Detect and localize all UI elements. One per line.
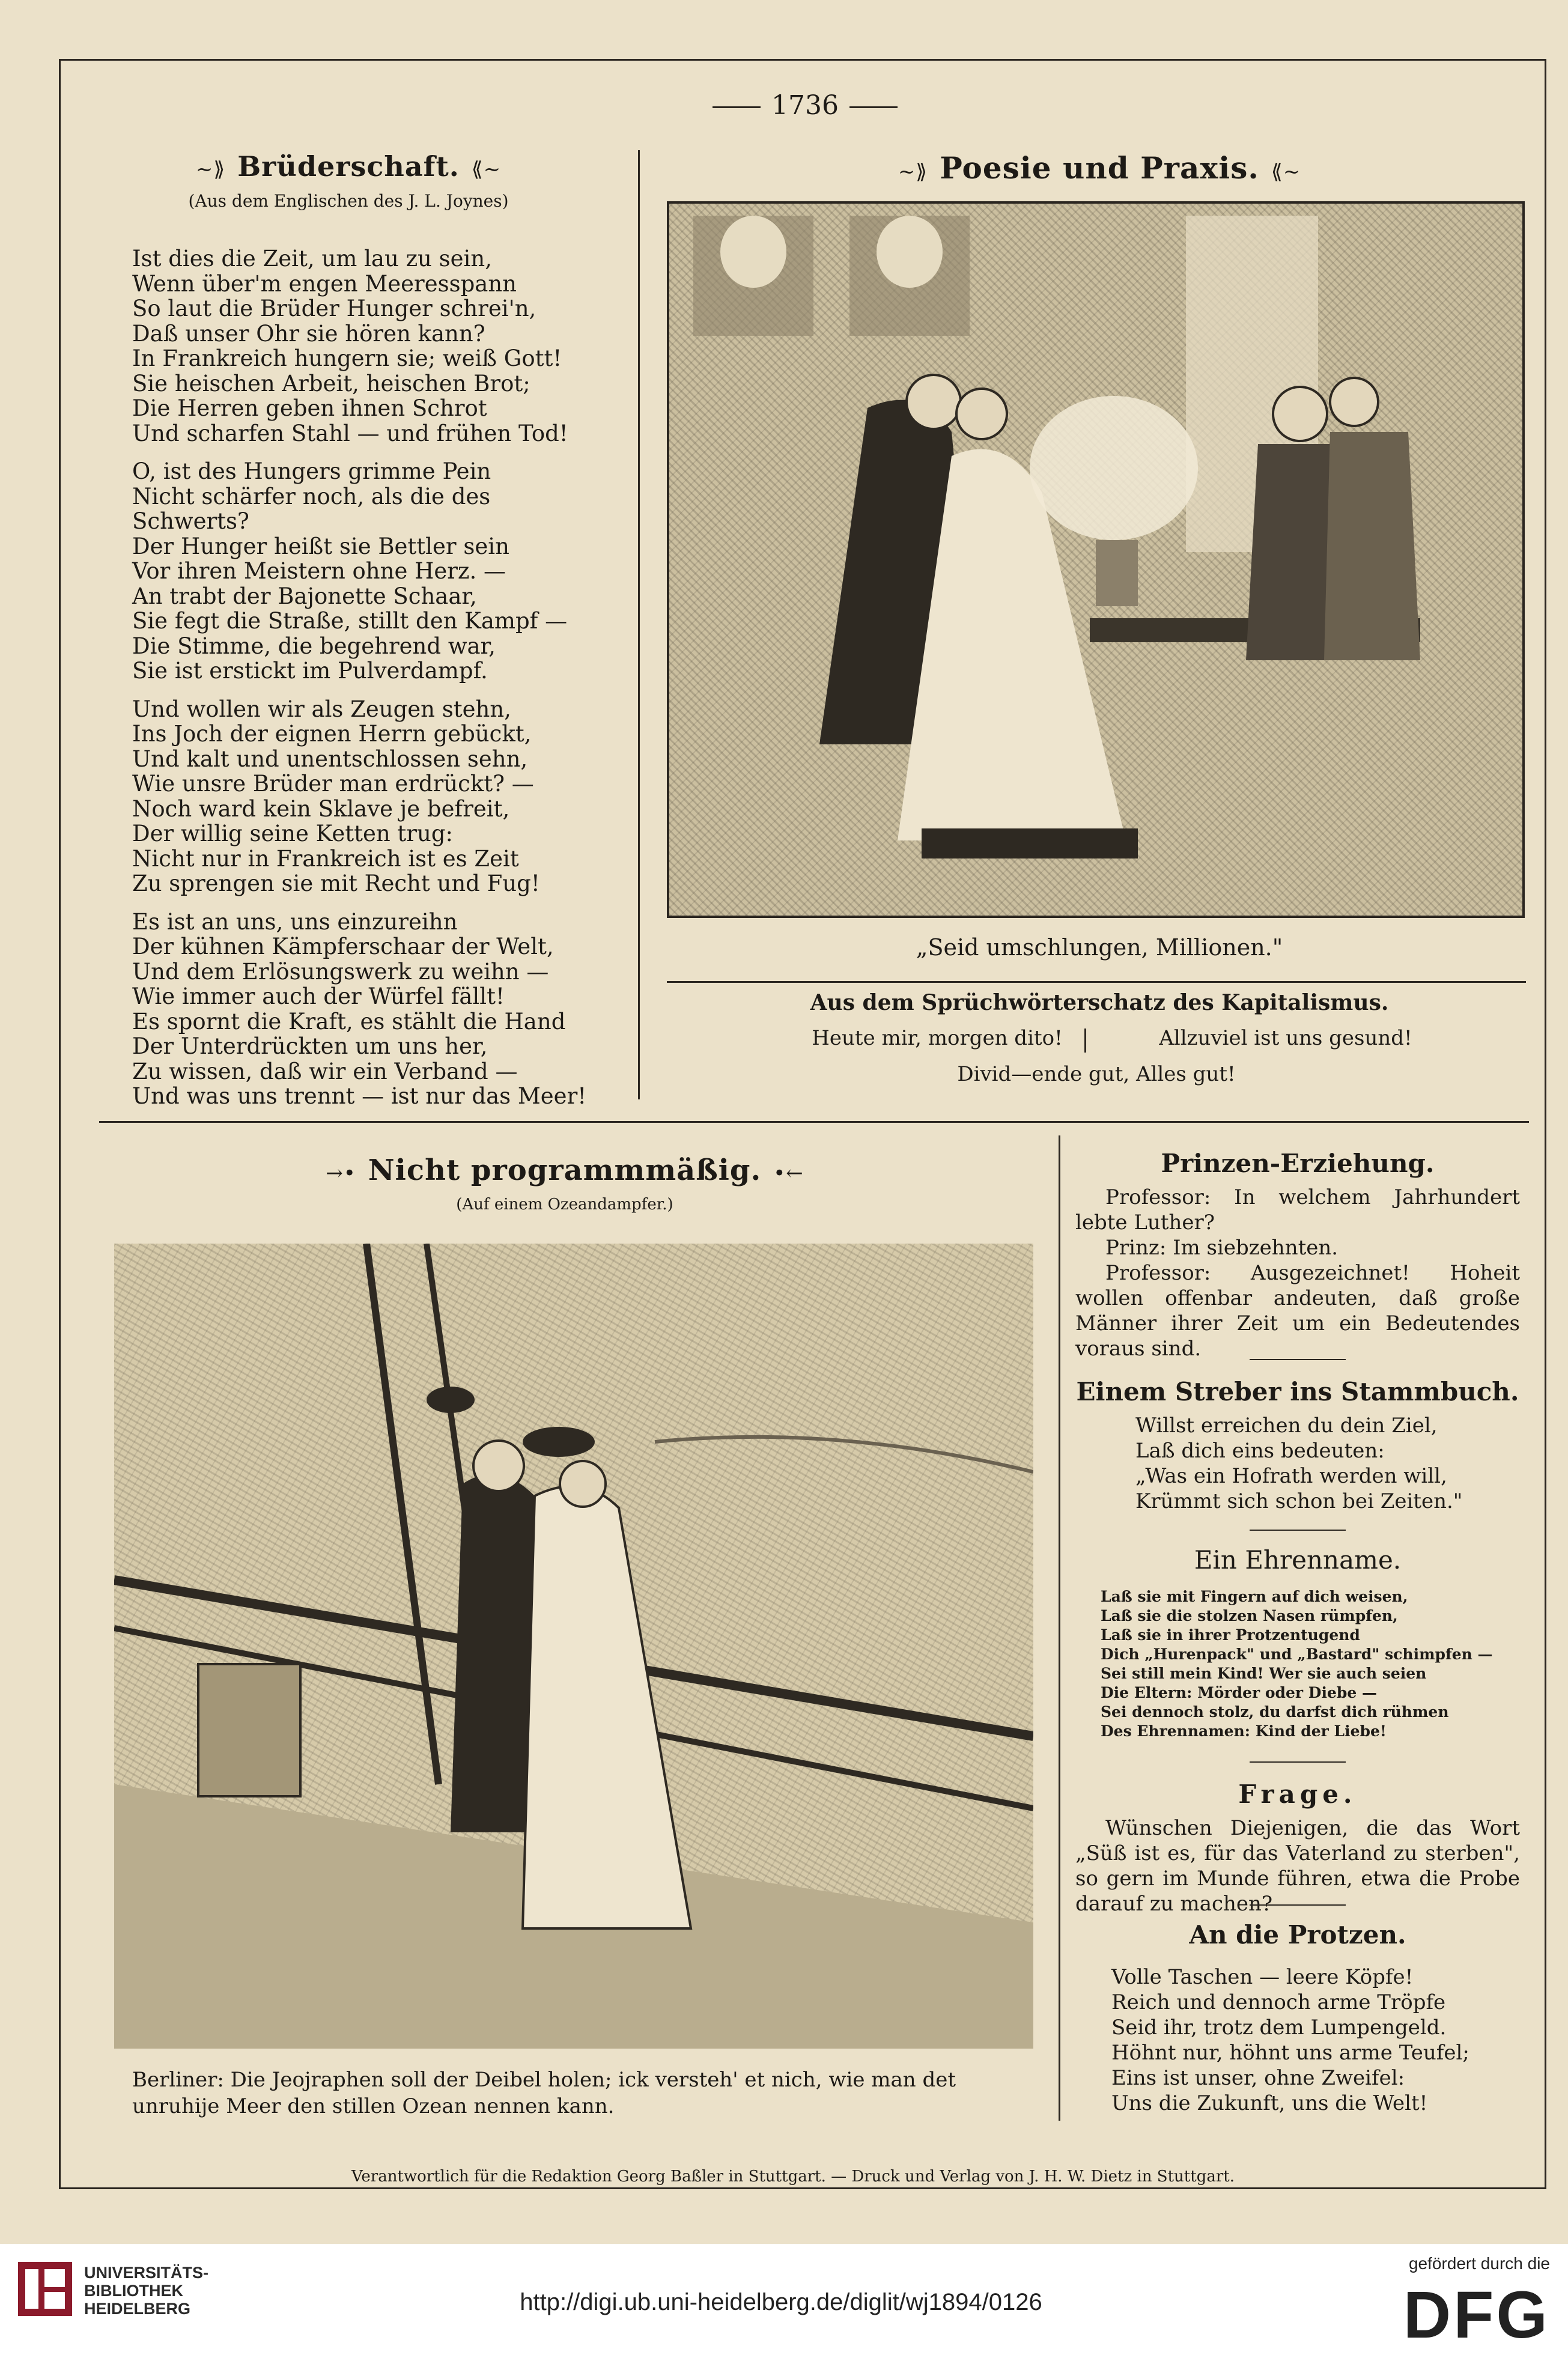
separator: [1250, 1904, 1346, 1906]
left-poem-subtitle: (Aus dem Englischen des J. L. Joynes): [188, 191, 509, 211]
column-divider: [638, 150, 640, 1099]
bottom-left-subtitle: (Auf einem Ozeandampfer.): [456, 1196, 673, 1214]
proverb-center: Divid—ende gut, Alles gut!: [957, 1062, 1236, 1086]
stanza: Ist dies die Zeit, um lau zu sein, Wenn über'm engen Meeresspann So laut die Brüder Hunger schrei'n, Daß unser Ohr sie hören kann? In Frankreich hungern sie; weiß Gott! Sie heischen Arbeit, heischen Brot; Die Herren geben ihnen Schrot Und scharfen Stahl — und frühen Tod!: [132, 246, 568, 446]
ehren-title: Ein Ehrenname.: [1194, 1545, 1402, 1575]
permalink-url[interactable]: http://digi.ub.uni-heidelberg.de/diglit/wj1894/0126: [520, 2289, 1042, 2315]
section-divider: [99, 1121, 1529, 1123]
prinzen-title: Prinzen-Erziehung.: [1161, 1149, 1435, 1178]
bottom-left-title: →• Nicht programmmäßig. •←: [326, 1153, 804, 1187]
university-library-logo-icon: [18, 2262, 72, 2316]
proverbs-title: Aus dem Sprüchwörterschatz des Kapitalismus.: [810, 990, 1389, 1015]
protzen-title: An die Protzen.: [1189, 1920, 1406, 1949]
illustration-ship-deck: [114, 1244, 1033, 2049]
frage-text: Wünschen Diejenigen, die das Wort „Süß ist es, für das Vaterland zu sterben", so gern im Munde führen, etwa die Probe darauf zu machen?: [1075, 1816, 1520, 1916]
library-name: UNIVERSITÄTS- BIBLIOTHEK HEIDELBERG: [84, 2264, 209, 2318]
proverb-divider: [1084, 1029, 1086, 1053]
frage-title: Frage.: [1238, 1779, 1357, 1809]
prinzen-text: Professor: In welchem Jahrhundert lebte Luther? Prinz: Im siebzehnten. Professor: Ausgezeichnet! Hoheit wollen offenbar andeuten, daß große Männer ihrer Zeit um ein Bedeutendes voraus sind.: [1075, 1185, 1520, 1361]
divider: [667, 981, 1526, 983]
ship-caption: Berliner: Die Jeojraphen soll der Deibel holen; ick versteh' et nich, wie man det unruhije Meer den stillen Ozean nennen kann.: [132, 2068, 956, 2118]
imprint-footer: Verantwortlich für die Redaktion Georg Baßler in Stuttgart. — Druck und Verlag von J. H. W. Dietz in Stuttgart.: [351, 2168, 1235, 2186]
left-poem-title: ~⟫ Brüderschaft. ⟪~: [195, 150, 502, 183]
stanza: Es ist an uns, uns einzureihn Der kühnen Kämpferschaar der Welt, Und dem Erlösungswerk zu weihn — Wie immer auch der Würfel fällt! Es spornt die Kraft, es stählt die Hand Der Unterdrückten um uns her, Zu wissen, daß wir ein Verband — Und was uns trennt — ist nur das Meer!: [132, 908, 587, 1109]
proverb-left: Heute mir, morgen dito!: [812, 1026, 1063, 1050]
separator: [1250, 1761, 1346, 1763]
top-right-title: ~⟫ Poesie und Praxis. ⟪~: [898, 150, 1301, 186]
funding-text: gefördert durch die: [1408, 2254, 1550, 2273]
proverb-right: Allzuviel ist uns gesund!: [1159, 1026, 1412, 1050]
left-poem-body: [132, 246, 589, 1122]
separator: [1250, 1359, 1346, 1360]
protzen-poem: Volle Taschen — leere Köpfe! Reich und dennoch arme Tröpfe Seid ihr, trotz dem Lumpengeld. Höhnt nur, höhnt uns arme Teufel; Eins ist unser, ohne Zweifel: Uns die Zukunft, uns die Welt!: [1111, 1965, 1469, 2115]
dfg-logo: DFG: [1403, 2278, 1550, 2352]
column-divider: [1059, 1135, 1060, 2121]
streber-poem: Willst erreichen du dein Ziel, Laß dich eins bedeuten: „Was ein Hofrath werden will, Krümmt sich schon bei Zeiten.": [1135, 1414, 1463, 1513]
illustration-embrace: [667, 201, 1525, 918]
illustration-caption: „Seid umschlungen, Millionen.": [916, 934, 1283, 961]
page-number: 1736: [679, 90, 931, 121]
stanza: Und wollen wir als Zeugen stehn, Ins Joch der eignen Herrn gebückt, Und kalt und unentschlossen sehn, Wie unsre Brüder man erdrückt? — Noch ward kein Sklave je befreit, Der willig seine Ketten trug: Nicht nur in Frankreich ist es Zeit Zu sprengen sie mit Recht und Fug!: [132, 696, 540, 896]
separator: [1250, 1530, 1346, 1531]
stanza: O, ist des Hungers grimme Pein Nicht schärfer noch, als die des Schwerts? Der Hunger heißt sie Bettler sein Vor ihren Meistern ohne Herz. — An trabt der Bajonette Schaar, Sie fegt die Straße, stillt den Kampf — Die Stimme, die begehrend war, Sie ist erstickt im Pulverdampf.: [132, 458, 568, 684]
streber-title: Einem Streber ins Stammbuch.: [1076, 1377, 1519, 1406]
ehren-poem: Laß sie mit Fingern auf dich weisen, Laß sie die stolzen Nasen rümpfen, Laß sie in ihrer Protzentugend Dich „Hurenpack" und „Bastard" schimpfen — Sei still mein Kind! Wer sie auch seien Die Eltern: Mörder oder Diebe — Sei dennoch stolz, du darfst dich rühmen Des Ehrennamen: Kind der Liebe!: [1101, 1588, 1493, 1740]
